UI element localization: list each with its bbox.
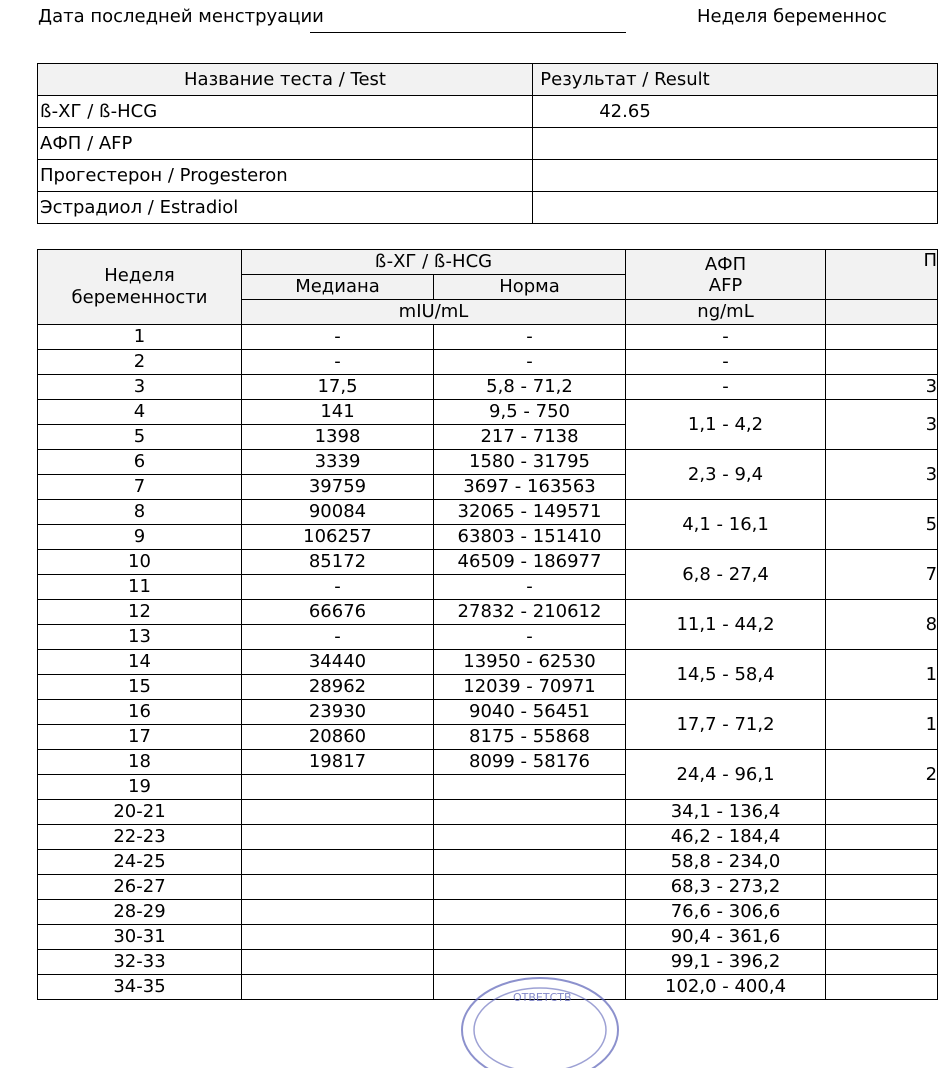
week-cell: 6 xyxy=(38,450,242,475)
hcg-median-cell: - xyxy=(242,350,434,375)
hcg-norm-header: Норма xyxy=(434,275,626,300)
next-col-cell: 5 xyxy=(826,500,938,550)
hcg-norm-cell: 13950 - 62530 xyxy=(434,650,626,675)
week-cell: 30-31 xyxy=(38,925,242,950)
next-col-cell xyxy=(826,325,938,350)
week-cell: 4 xyxy=(38,400,242,425)
week-cell: 7 xyxy=(38,475,242,500)
hcg-median-cell xyxy=(242,925,434,950)
afp-cell: 46,2 - 184,4 xyxy=(626,825,826,850)
hcg-median-cell: 141 xyxy=(242,400,434,425)
hcg-median-cell: 39759 xyxy=(242,475,434,500)
hcg-norm-cell xyxy=(434,850,626,875)
hcg-norm-cell: 3697 - 163563 xyxy=(434,475,626,500)
hcg-median-cell xyxy=(242,875,434,900)
week-cell: 11 xyxy=(38,575,242,600)
progesterone-unit xyxy=(826,300,938,325)
test-name-header: Название теста / Test xyxy=(38,64,533,96)
tests-table xyxy=(37,63,938,224)
test-result[interactable]: 42.65 xyxy=(533,96,938,128)
hcg-norm-cell: - xyxy=(434,350,626,375)
next-col-cell: 7 xyxy=(826,550,938,600)
table-row xyxy=(38,325,938,350)
table-row xyxy=(38,500,938,525)
afp-header-en: AFP xyxy=(708,274,743,296)
week-cell: 2 xyxy=(38,350,242,375)
week-cell: 14 xyxy=(38,650,242,675)
hcg-median-cell: 34440 xyxy=(242,650,434,675)
table-row xyxy=(38,925,938,950)
next-col-cell: 1 xyxy=(826,650,938,700)
next-col-cell xyxy=(826,350,938,375)
hcg-median-cell: 20860 xyxy=(242,725,434,750)
next-col-cell: 8 xyxy=(826,600,938,650)
lmp-label: Дата последней менструации xyxy=(38,6,324,27)
table-row xyxy=(38,350,938,375)
stamp-text: ОТВЕТСТВ xyxy=(513,991,572,1004)
afp-unit: ng/mL xyxy=(626,300,826,325)
afp-cell: 17,7 - 71,2 xyxy=(626,700,826,750)
hcg-norm-cell: - xyxy=(434,575,626,600)
test-name: АФП / AFP xyxy=(38,128,533,160)
hcg-norm-cell: 217 - 7138 xyxy=(434,425,626,450)
progesterone-header: П xyxy=(826,250,938,300)
afp-cell: - xyxy=(626,325,826,350)
table-row xyxy=(38,600,938,625)
week-cell: 18 xyxy=(38,750,242,775)
next-col-cell xyxy=(826,900,938,925)
week-cell: 13 xyxy=(38,625,242,650)
hcg-median-cell: 90084 xyxy=(242,500,434,525)
hcg-norm-cell: - xyxy=(434,325,626,350)
table-row xyxy=(38,750,938,775)
hcg-median-cell xyxy=(242,850,434,875)
hcg-norm-cell: - xyxy=(434,625,626,650)
test-name: ß-ХГ / ß-HCG xyxy=(38,96,533,128)
table-row xyxy=(38,400,938,425)
hcg-norm-cell: 9040 - 56451 xyxy=(434,700,626,725)
table-row xyxy=(38,450,938,475)
hcg-norm-cell xyxy=(434,900,626,925)
table-row xyxy=(38,850,938,875)
afp-cell: 11,1 - 44,2 xyxy=(626,600,826,650)
next-col-cell xyxy=(826,950,938,975)
week-cell: 32-33 xyxy=(38,950,242,975)
hcg-median-cell: 1398 xyxy=(242,425,434,450)
next-col-cell: 3 xyxy=(826,400,938,450)
next-col-cell: 1 xyxy=(826,700,938,750)
table-row xyxy=(38,800,938,825)
week-cell: 16 xyxy=(38,700,242,725)
test-result[interactable] xyxy=(533,192,938,224)
hcg-median-cell xyxy=(242,950,434,975)
hcg-median-cell: 106257 xyxy=(242,525,434,550)
week-cell: 26-27 xyxy=(38,875,242,900)
reference-table xyxy=(37,249,938,1000)
hcg-norm-cell: 9,5 - 750 xyxy=(434,400,626,425)
afp-header-ru: АФП xyxy=(704,253,747,275)
table-row xyxy=(38,192,938,224)
afp-cell: 99,1 - 396,2 xyxy=(626,950,826,975)
afp-cell: 24,4 - 96,1 xyxy=(626,750,826,800)
afp-cell: - xyxy=(626,350,826,375)
next-col-cell: 3 xyxy=(826,450,938,500)
afp-cell: 102,0 - 400,4 xyxy=(626,975,826,1000)
hcg-unit: mIU/mL xyxy=(242,300,626,325)
week-cell: 20-21 xyxy=(38,800,242,825)
afp-cell: 1,1 - 4,2 xyxy=(626,400,826,450)
hcg-norm-cell: 12039 - 70971 xyxy=(434,675,626,700)
table-row xyxy=(38,700,938,725)
next-col-cell xyxy=(826,850,938,875)
pregnancy-week-label: Неделя беременнос xyxy=(697,6,887,27)
next-col-cell xyxy=(826,800,938,825)
week-cell: 3 xyxy=(38,375,242,400)
afp-cell: 4,1 - 16,1 xyxy=(626,500,826,550)
hcg-median-cell xyxy=(242,900,434,925)
week-cell: 34-35 xyxy=(38,975,242,1000)
week-cell: 12 xyxy=(38,600,242,625)
week-cell: 17 xyxy=(38,725,242,750)
test-name: Эстрадиол / Estradiol xyxy=(38,192,533,224)
afp-cell: 14,5 - 58,4 xyxy=(626,650,826,700)
hcg-median-header: Медиана xyxy=(242,275,434,300)
week-cell: 19 xyxy=(38,775,242,800)
week-cell: 8 xyxy=(38,500,242,525)
test-result[interactable] xyxy=(533,128,938,160)
test-result[interactable] xyxy=(533,160,938,192)
hcg-median-cell xyxy=(242,825,434,850)
week-cell: 1 xyxy=(38,325,242,350)
table-row xyxy=(38,875,938,900)
test-name: Прогестерон / Progesteron xyxy=(38,160,533,192)
week-cell: 5 xyxy=(38,425,242,450)
hcg-norm-cell xyxy=(434,800,626,825)
table-row xyxy=(38,375,938,400)
table-row xyxy=(38,128,938,160)
hcg-norm-cell: 8175 - 55868 xyxy=(434,725,626,750)
afp-cell: 6,8 - 27,4 xyxy=(626,550,826,600)
afp-cell: 34,1 - 136,4 xyxy=(626,800,826,825)
week-cell: 22-23 xyxy=(38,825,242,850)
lmp-value-line[interactable] xyxy=(310,32,626,33)
week-cell: 15 xyxy=(38,675,242,700)
afp-cell: 2,3 - 9,4 xyxy=(626,450,826,500)
hcg-median-cell xyxy=(242,975,434,1000)
afp-cell: 68,3 - 273,2 xyxy=(626,875,826,900)
hcg-median-cell: 28962 xyxy=(242,675,434,700)
tests-header-row xyxy=(38,64,938,96)
table-row xyxy=(38,96,938,128)
hcg-norm-cell xyxy=(434,825,626,850)
hcg-median-cell: 19817 xyxy=(242,750,434,775)
hcg-median-cell: 85172 xyxy=(242,550,434,575)
afp-cell: 58,8 - 234,0 xyxy=(626,850,826,875)
hcg-norm-cell: 27832 - 210612 xyxy=(434,600,626,625)
next-col-cell xyxy=(826,875,938,900)
table-row xyxy=(38,650,938,675)
week-cell: 24-25 xyxy=(38,850,242,875)
next-col-cell: 3 xyxy=(826,375,938,400)
week-cell: 28-29 xyxy=(38,900,242,925)
hcg-median-cell: 66676 xyxy=(242,600,434,625)
afp-cell: 76,6 - 306,6 xyxy=(626,900,826,925)
week-cell: 10 xyxy=(38,550,242,575)
hcg-median-cell: - xyxy=(242,575,434,600)
hcg-median-cell: 17,5 xyxy=(242,375,434,400)
hcg-median-cell: 3339 xyxy=(242,450,434,475)
next-col-cell xyxy=(826,825,938,850)
table-row xyxy=(38,160,938,192)
week-header: Неделя беременности xyxy=(38,250,242,325)
hcg-median-cell: 23930 xyxy=(242,700,434,725)
hcg-norm-cell xyxy=(434,875,626,900)
hcg-norm-cell xyxy=(434,925,626,950)
hcg-norm-cell: 63803 - 151410 xyxy=(434,525,626,550)
hcg-median-cell: - xyxy=(242,325,434,350)
next-col-cell: 2 xyxy=(826,750,938,800)
table-row xyxy=(38,825,938,850)
hcg-median-cell: - xyxy=(242,625,434,650)
next-col-cell xyxy=(826,925,938,950)
hcg-norm-cell: 1580 - 31795 xyxy=(434,450,626,475)
week-cell: 9 xyxy=(38,525,242,550)
hcg-norm-cell: 32065 - 149571 xyxy=(434,500,626,525)
table-row xyxy=(38,900,938,925)
table-row xyxy=(38,550,938,575)
hcg-norm-cell xyxy=(434,775,626,800)
afp-cell: - xyxy=(626,375,826,400)
hcg-header: ß-ХГ / ß-HCG xyxy=(242,250,626,275)
hcg-norm-cell: 5,8 - 71,2 xyxy=(434,375,626,400)
afp-cell: 90,4 - 361,6 xyxy=(626,925,826,950)
stamp-seal xyxy=(455,968,625,1068)
test-result-header: Результат / Result xyxy=(533,64,938,96)
hcg-norm-cell: 46509 - 186977 xyxy=(434,550,626,575)
hcg-median-cell xyxy=(242,800,434,825)
hcg-norm-cell: 8099 - 58176 xyxy=(434,750,626,775)
afp-header xyxy=(626,250,826,300)
hcg-median-cell xyxy=(242,775,434,800)
next-col-cell xyxy=(826,975,938,1000)
